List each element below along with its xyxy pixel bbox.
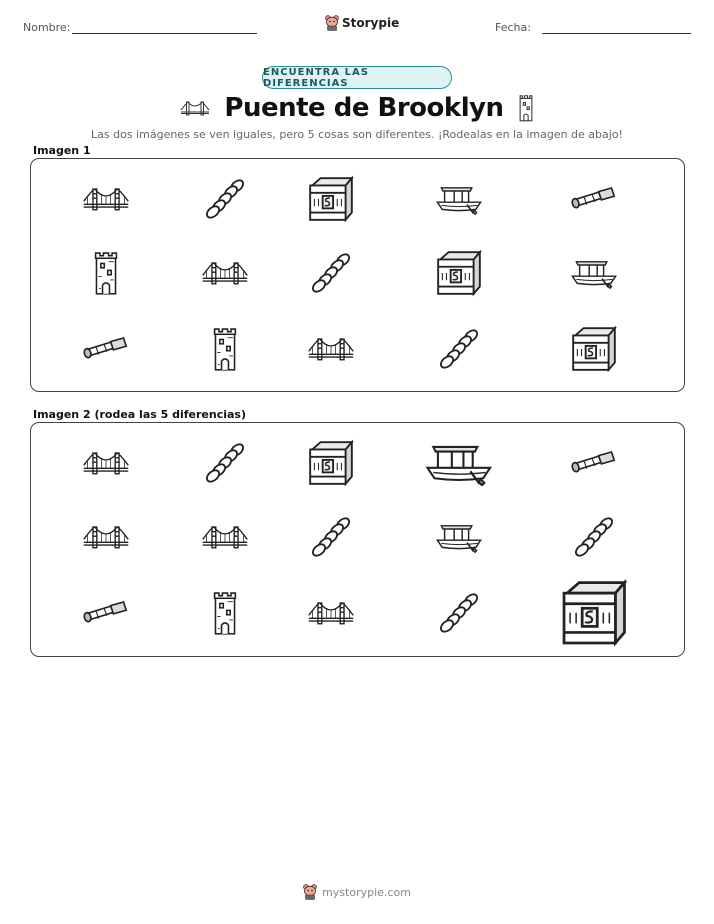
image2-cell-boat[interactable] [435,521,483,553]
tower-icon [518,94,534,122]
bear-mascot-icon [325,15,339,31]
bridge-icon [308,599,354,627]
title-row [0,92,714,124]
image1-panel [30,158,685,392]
rope-icon [309,515,353,559]
image1-cell-boat [570,257,618,289]
image1-cell-rope [203,177,247,221]
chest-icon [306,175,356,223]
image2-cell-spyglass[interactable] [571,449,617,477]
name-label: Nombre: [23,21,71,34]
boat-icon [570,257,618,289]
image2-cell-chest[interactable] [558,578,631,648]
date-field[interactable] [542,33,691,34]
boat-icon [435,521,483,553]
image1-cell-bridge [202,259,248,287]
image1-cell-rope [309,251,353,295]
rope-icon [572,515,616,559]
image1-cell-spyglass [83,335,129,363]
boat-icon [435,183,483,215]
image1-cell-tower [93,250,119,296]
image2-cell-rope[interactable] [203,441,247,485]
image1-cell-bridge [83,185,129,213]
tower-icon [212,326,238,372]
image2-panel[interactable] [30,422,685,657]
rope-icon [203,441,247,485]
image2-label: Imagen 2 (rodea las 5 diferencias) [33,408,247,421]
image1-cell-chest [306,175,356,223]
date-label: Fecha: [495,21,531,34]
image1-cell-boat [435,183,483,215]
image2-cell-bridge[interactable] [308,599,354,627]
name-field[interactable] [72,33,257,34]
bridge-icon [308,335,354,363]
image2-cell-boat[interactable] [424,440,494,486]
bridge-icon [202,259,248,287]
brand-name: Storypie [342,16,400,30]
image2-cell-bridge[interactable] [83,449,129,477]
rope-icon [309,251,353,295]
image1-cell-tower [212,326,238,372]
footer-url: mystorypie.com [322,885,411,899]
brand-logo [325,14,399,32]
chest-icon [558,578,631,648]
bridge-icon [83,523,129,551]
image2-cell-bridge[interactable] [83,523,129,551]
spyglass-icon [571,185,617,213]
activity-badge: ENCUENTRA LAS DIFERENCIAS [262,66,452,89]
image2-cell-spyglass[interactable] [83,599,129,627]
chest-icon [569,325,619,373]
image2-cell-rope[interactable] [572,515,616,559]
image1-cell-rope [437,327,481,371]
chest-icon [306,439,356,487]
image1-cell-bridge [308,335,354,363]
image2-cell-tower[interactable] [212,590,238,636]
image1-cell-chest [569,325,619,373]
image2-cell-rope[interactable] [309,515,353,559]
rope-icon [437,591,481,635]
footer [0,884,714,900]
image2-cell-rope[interactable] [437,591,481,635]
image1-cell-spyglass [571,185,617,213]
tower-icon [93,250,119,296]
bridge-icon [83,185,129,213]
bridge-icon [180,99,210,117]
spyglass-icon [571,449,617,477]
boat-icon [424,440,494,486]
tower-icon [212,590,238,636]
image1-cell-chest [434,249,484,297]
chest-icon [434,249,484,297]
bear-mascot-icon [303,884,317,900]
spyglass-icon [83,335,129,363]
page-title: Puente de Brooklyn [224,93,504,123]
image1-label: Imagen 1 [33,144,91,157]
rope-icon [203,177,247,221]
rope-icon [437,327,481,371]
image2-cell-bridge[interactable] [202,523,248,551]
spyglass-icon [83,599,129,627]
bridge-icon [83,449,129,477]
instructions: Las dos imágenes se ven iguales, pero 5 cosas son diferentes. ¡Rodealas en la imagen de abajo! [91,128,623,141]
bridge-icon [202,523,248,551]
worksheet-header [0,14,714,44]
image2-cell-chest[interactable] [306,439,356,487]
